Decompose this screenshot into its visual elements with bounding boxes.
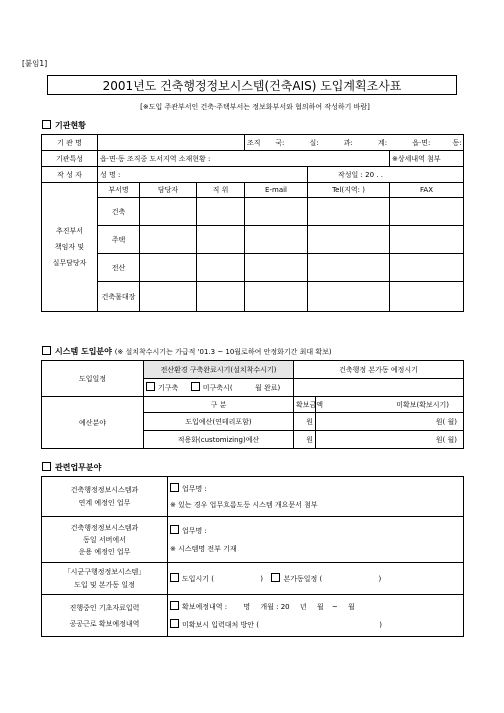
budget-unsecured-field[interactable]: 원( 월) bbox=[316, 431, 464, 449]
related-row-label bbox=[42, 517, 168, 563]
instruction-note: [※도입 주관부서인 건축·주택부서는 정보화부서와 협의하여 작성하기 바람] bbox=[140, 103, 370, 111]
cell-input[interactable] bbox=[308, 282, 390, 312]
org-unit-gwa[interactable]: 과: bbox=[343, 138, 353, 147]
cell-input[interactable] bbox=[197, 226, 245, 254]
author-label: 작 성 자 bbox=[42, 167, 98, 183]
related-label-line: 건축행정정보시스템과 bbox=[70, 485, 139, 494]
budget-secured-field[interactable]: 원 bbox=[294, 431, 316, 449]
checkbox-icon[interactable] bbox=[170, 525, 179, 534]
related-label-line: 도입 및 본가동 일정 bbox=[74, 580, 135, 589]
env-options bbox=[144, 379, 294, 397]
org-unit-dong[interactable]: 동: bbox=[452, 138, 462, 147]
budget-unsecured-field[interactable]: 원( 월) bbox=[316, 413, 464, 431]
cell-input[interactable] bbox=[390, 226, 464, 254]
month-unit: 월 bbox=[347, 602, 355, 611]
intro-date-label: 도입시기 ( bbox=[182, 575, 215, 583]
section-agency-heading: 기관현황 bbox=[42, 120, 86, 131]
section-system-heading: 시스템 도입분야 (※ 설치착수시기는 가급적 '01.3 ~ 10월로하여 안정화기간 최대 확보) bbox=[42, 346, 332, 357]
agency-name-label: 기 관 명 bbox=[42, 135, 98, 151]
dept-building: 건축 bbox=[98, 198, 140, 226]
header-tel: Tel(지역: ) bbox=[308, 183, 390, 198]
agency-table bbox=[41, 134, 464, 312]
year-unit: 년 bbox=[299, 602, 307, 611]
paren-close: ) bbox=[378, 575, 382, 583]
related-label-line: 건축행정정보시스템과 bbox=[70, 523, 139, 532]
tilde: ~ bbox=[331, 602, 338, 611]
budget-label: 예산분야 bbox=[42, 397, 144, 449]
cell-input[interactable] bbox=[390, 282, 464, 312]
fallback-plan-label: 미확보시 입력대처 방안 ( bbox=[182, 620, 260, 629]
related-note: ※ 있는 경우 업무흐름도등 시스템 개요문서 첨부 bbox=[170, 500, 318, 509]
features-label: 기관특성 bbox=[42, 151, 98, 167]
related-row-content bbox=[168, 517, 464, 563]
month-complete-label: 월 완료) bbox=[255, 384, 281, 392]
header-fax: FAX bbox=[390, 183, 464, 198]
related-label-line: 「시군구행정정보시스템」 bbox=[63, 567, 146, 576]
cell-input[interactable] bbox=[308, 198, 390, 226]
cell-input[interactable] bbox=[197, 198, 245, 226]
cell-input[interactable] bbox=[140, 226, 197, 254]
cell-input[interactable] bbox=[245, 226, 308, 254]
related-label-line: 운용 예정인 업무 bbox=[78, 547, 131, 556]
cell-input[interactable] bbox=[197, 254, 245, 282]
section-related-heading: 관련업무분야 bbox=[42, 462, 101, 473]
cell-input[interactable] bbox=[140, 198, 197, 226]
budget-header-type: 구 분 bbox=[144, 397, 294, 413]
cell-input[interactable] bbox=[390, 198, 464, 226]
responsible-label-line: 책임자 및 bbox=[54, 243, 85, 251]
checkbox-icon[interactable] bbox=[170, 483, 179, 492]
dept-housing: 주택 bbox=[98, 226, 140, 254]
org-unit-eupmyeon[interactable]: 읍·면: bbox=[412, 138, 431, 147]
cell-input[interactable] bbox=[390, 254, 464, 282]
checkbox-icon[interactable] bbox=[271, 573, 280, 582]
cell-input[interactable] bbox=[308, 226, 390, 254]
related-label-line: 연계 예정인 업무 bbox=[78, 498, 131, 507]
date-field[interactable]: 작성일 : 20 . . bbox=[308, 167, 464, 183]
section-system-note: (※ 설치착수시기는 가급적 '01.3 ~ 10월로하여 안정화기간 최대 확보) bbox=[114, 348, 332, 356]
op-date-field[interactable] bbox=[294, 379, 464, 397]
organization-label: 조직 bbox=[247, 138, 261, 147]
related-label-line: 동일 서버에서 bbox=[83, 535, 126, 544]
task-name-field[interactable]: 업무명 : bbox=[182, 526, 207, 535]
features-text[interactable]: 읍·면·동 조직중 도서지역 소재현황 : bbox=[98, 151, 390, 167]
checkbox-icon[interactable] bbox=[146, 382, 155, 391]
author-name-field[interactable]: 성 명 : bbox=[98, 167, 308, 183]
month-unit: 월 bbox=[316, 602, 324, 611]
organization-row bbox=[245, 135, 464, 151]
env-header: 전산환경 구축완료시기(설치착수시기) bbox=[144, 361, 294, 379]
paren-close: ) bbox=[260, 575, 263, 583]
checkbox-icon[interactable] bbox=[170, 573, 179, 582]
document-title: 2001년도 건축행정정보시스템(건축AIS) 도입계획조사표 bbox=[47, 75, 457, 95]
operation-date-label: 본가동일정 ( bbox=[283, 575, 323, 583]
features-note: ※상세내역 첨부 bbox=[390, 151, 464, 167]
responsible-label-line: 실무담당자 bbox=[52, 259, 87, 267]
persons-unit: 명 bbox=[243, 602, 251, 611]
related-row-label bbox=[42, 563, 168, 595]
header-position: 직 위 bbox=[197, 183, 245, 198]
budget-row-label: 도입예산(연테리포함) bbox=[144, 413, 294, 431]
org-unit-gye[interactable]: 계: bbox=[377, 138, 388, 147]
paren-close: ) bbox=[379, 620, 382, 629]
checkbox-icon[interactable] bbox=[191, 382, 200, 391]
responsible-label-line: 추진부서 bbox=[55, 227, 84, 235]
related-table bbox=[41, 476, 464, 637]
op-header: 건축행정 본가동 예정시기 bbox=[294, 361, 464, 379]
square-bullet-icon bbox=[42, 346, 51, 355]
related-row-label bbox=[42, 595, 168, 637]
budget-header-secured: 확보금액 bbox=[294, 397, 316, 413]
attachment-label: [붙임1] bbox=[22, 59, 48, 68]
cell-input[interactable] bbox=[308, 254, 390, 282]
related-label-line: 공공근로 확보예정내역 bbox=[69, 619, 140, 628]
existing-built-label: 기구축 bbox=[158, 384, 179, 392]
checkbox-icon[interactable] bbox=[170, 619, 179, 628]
checkbox-icon[interactable] bbox=[170, 601, 179, 610]
cell-input[interactable] bbox=[140, 282, 197, 312]
related-row-content bbox=[168, 563, 464, 595]
cell-input[interactable] bbox=[140, 254, 197, 282]
budget-secured-field[interactable]: 원 bbox=[294, 413, 316, 431]
cell-input[interactable] bbox=[197, 282, 245, 312]
related-row-content bbox=[168, 477, 464, 517]
dept-building-register: 건축물대장 bbox=[98, 282, 140, 312]
cell-input[interactable] bbox=[245, 254, 308, 282]
months-label: 개월 : 20 bbox=[260, 602, 290, 611]
system-table bbox=[41, 360, 464, 449]
agency-name-field[interactable] bbox=[98, 135, 245, 151]
related-label-line: 진행중인 기초자료입력 bbox=[69, 603, 140, 612]
header-dept: 부서명 bbox=[98, 183, 140, 198]
org-unit-sil[interactable]: 실: bbox=[309, 138, 319, 147]
task-name-field[interactable]: 업무명 : bbox=[182, 484, 207, 493]
related-row-label bbox=[42, 477, 168, 517]
related-row-content bbox=[168, 595, 464, 637]
cell-input[interactable] bbox=[245, 198, 308, 226]
header-manager: 담당자 bbox=[140, 183, 197, 198]
cell-input[interactable] bbox=[245, 282, 308, 312]
schedule-label: 도입일정 bbox=[42, 361, 144, 397]
secure-plan-label: 확보예정내역 : bbox=[182, 602, 228, 611]
related-note: ※ 시스템명 전부 기재 bbox=[170, 544, 237, 553]
responsible-label bbox=[42, 183, 98, 312]
org-unit-guk[interactable]: 국: bbox=[275, 138, 285, 147]
square-bullet-icon bbox=[42, 120, 51, 129]
header-email: E-mail bbox=[245, 183, 308, 198]
budget-row-label: 적용화(customizing)예산 bbox=[144, 431, 294, 449]
not-built-label: 미구축시( bbox=[202, 384, 233, 392]
square-bullet-icon bbox=[42, 462, 51, 471]
dept-it: 전산 bbox=[98, 254, 140, 282]
budget-header-unsecured: 미확보(확보시기) bbox=[316, 397, 464, 413]
